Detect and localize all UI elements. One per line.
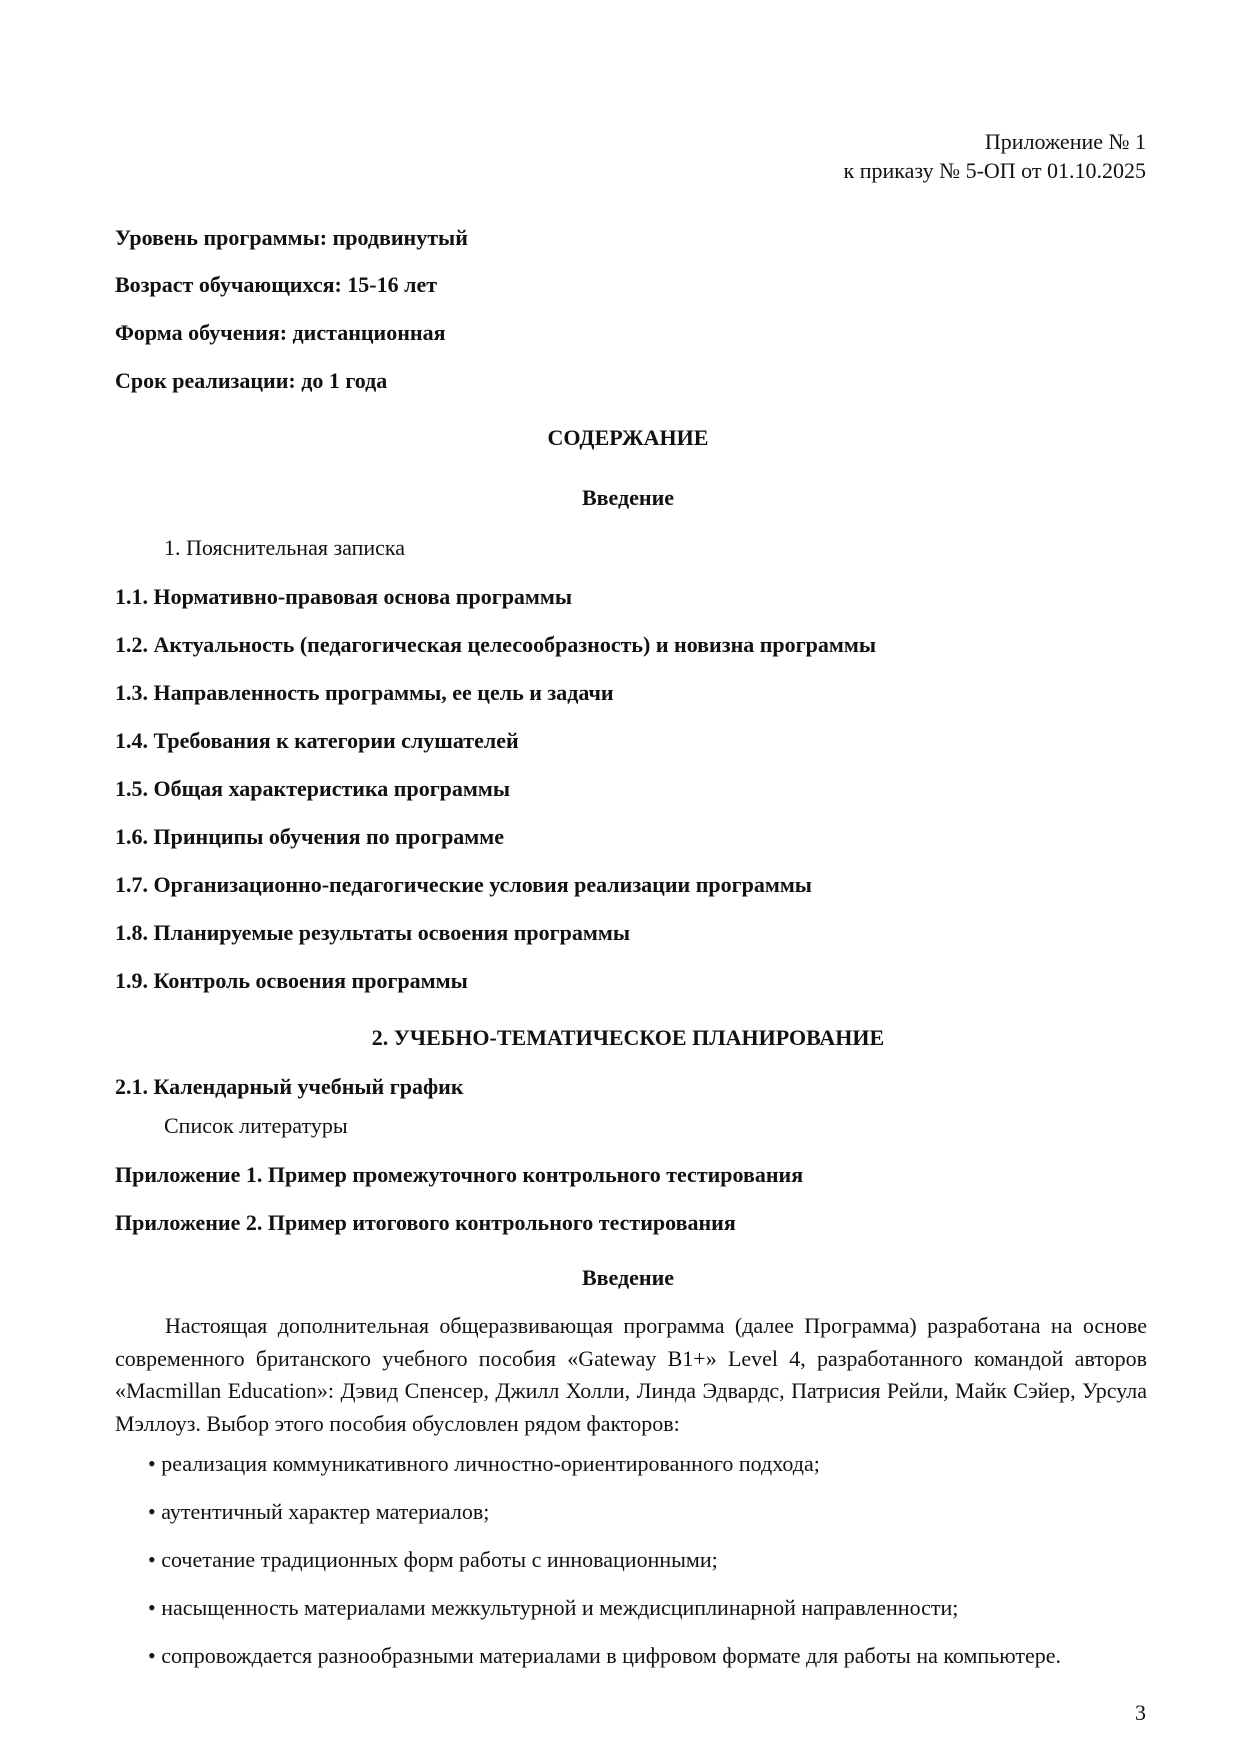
study-form: Форма обучения: дистанционная (115, 320, 446, 345)
bullet-item: • насыщенность материалами межкультурной и междисциплинарной направленности; (148, 1595, 959, 1620)
student-age: Возраст обучающихся: 15-16 лет (115, 272, 438, 297)
order-line: к приказу № 5-ОП от 01.10.2025 (843, 158, 1146, 183)
contents-title: СОДЕРЖАНИЕ (547, 425, 709, 450)
toc-item-2-1: 2.1. Календарный учебный график (115, 1074, 464, 1099)
appendix-2: Приложение 2. Пример итогового контрольного тестирования (115, 1210, 736, 1235)
annex-line: Приложение № 1 (984, 129, 1146, 154)
introduction-paragraph: Настоящая дополнительная общеразвивающая программа (далее Программа) разработана на основе современного британского учебного пособия «Gateway B1+» Level 4, разработанного командой авторов «Macmillan Education»: Дэвид Спенсер, Джилл Холли, Линда Эдвардс, Патрисия Рейли, Майк Сэйер, Урсула Мэллоуз. Выбор этого пособия обусловлен рядом факторов: (115, 1313, 1147, 1436)
page-number: 3 (1135, 1700, 1146, 1725)
toc-item-1-2: 1.2. Актуальность (педагогическая целесообразность) и новизна программы (115, 632, 877, 657)
program-level: Уровень программы: продвинутый (115, 225, 468, 250)
appendix-1: Приложение 1. Пример промежуточного контрольного тестирования (115, 1162, 804, 1187)
bullet-item: • аутентичный характер материалов; (148, 1499, 490, 1524)
toc-item-1-1: 1.1. Нормативно-правовая основа программы (115, 584, 573, 609)
bullet-item: • сочетание традиционных форм работы с инновационными; (148, 1547, 718, 1572)
toc-item-1-7: 1.7. Организационно-педагогические условия реализации программы (115, 872, 812, 897)
bullet-item: • реализация коммуникативного личностно-ориентированного подхода; (148, 1451, 820, 1476)
toc-item-1-3: 1.3. Направленность программы, ее цель и задачи (115, 680, 614, 705)
toc-item-1-6: 1.6. Принципы обучения по программе (115, 824, 505, 849)
section-2-title: 2. УЧЕБНО-ТЕМАТИЧЕСКОЕ ПЛАНИРОВАНИЕ (371, 1025, 885, 1050)
introduction-heading: Введение (581, 1265, 675, 1290)
toc-item-1-5: 1.5. Общая характеристика программы (115, 776, 511, 801)
toc-item-1-4: 1.4. Требования к категории слушателей (115, 728, 519, 753)
duration: Срок реализации: до 1 года (115, 368, 388, 393)
contents-intro: Введение (581, 485, 675, 510)
bullet-item: • сопровождается разнообразными материалами в цифровом формате для работы на компьютере. (148, 1643, 1062, 1668)
toc-item-1-9: 1.9. Контроль освоения программы (115, 968, 468, 993)
literature-list: Список литературы (164, 1113, 348, 1138)
toc-item-1-8: 1.8. Планируемые результаты освоения программы (115, 920, 631, 945)
explanatory-note: 1. Пояснительная записка (164, 535, 406, 560)
